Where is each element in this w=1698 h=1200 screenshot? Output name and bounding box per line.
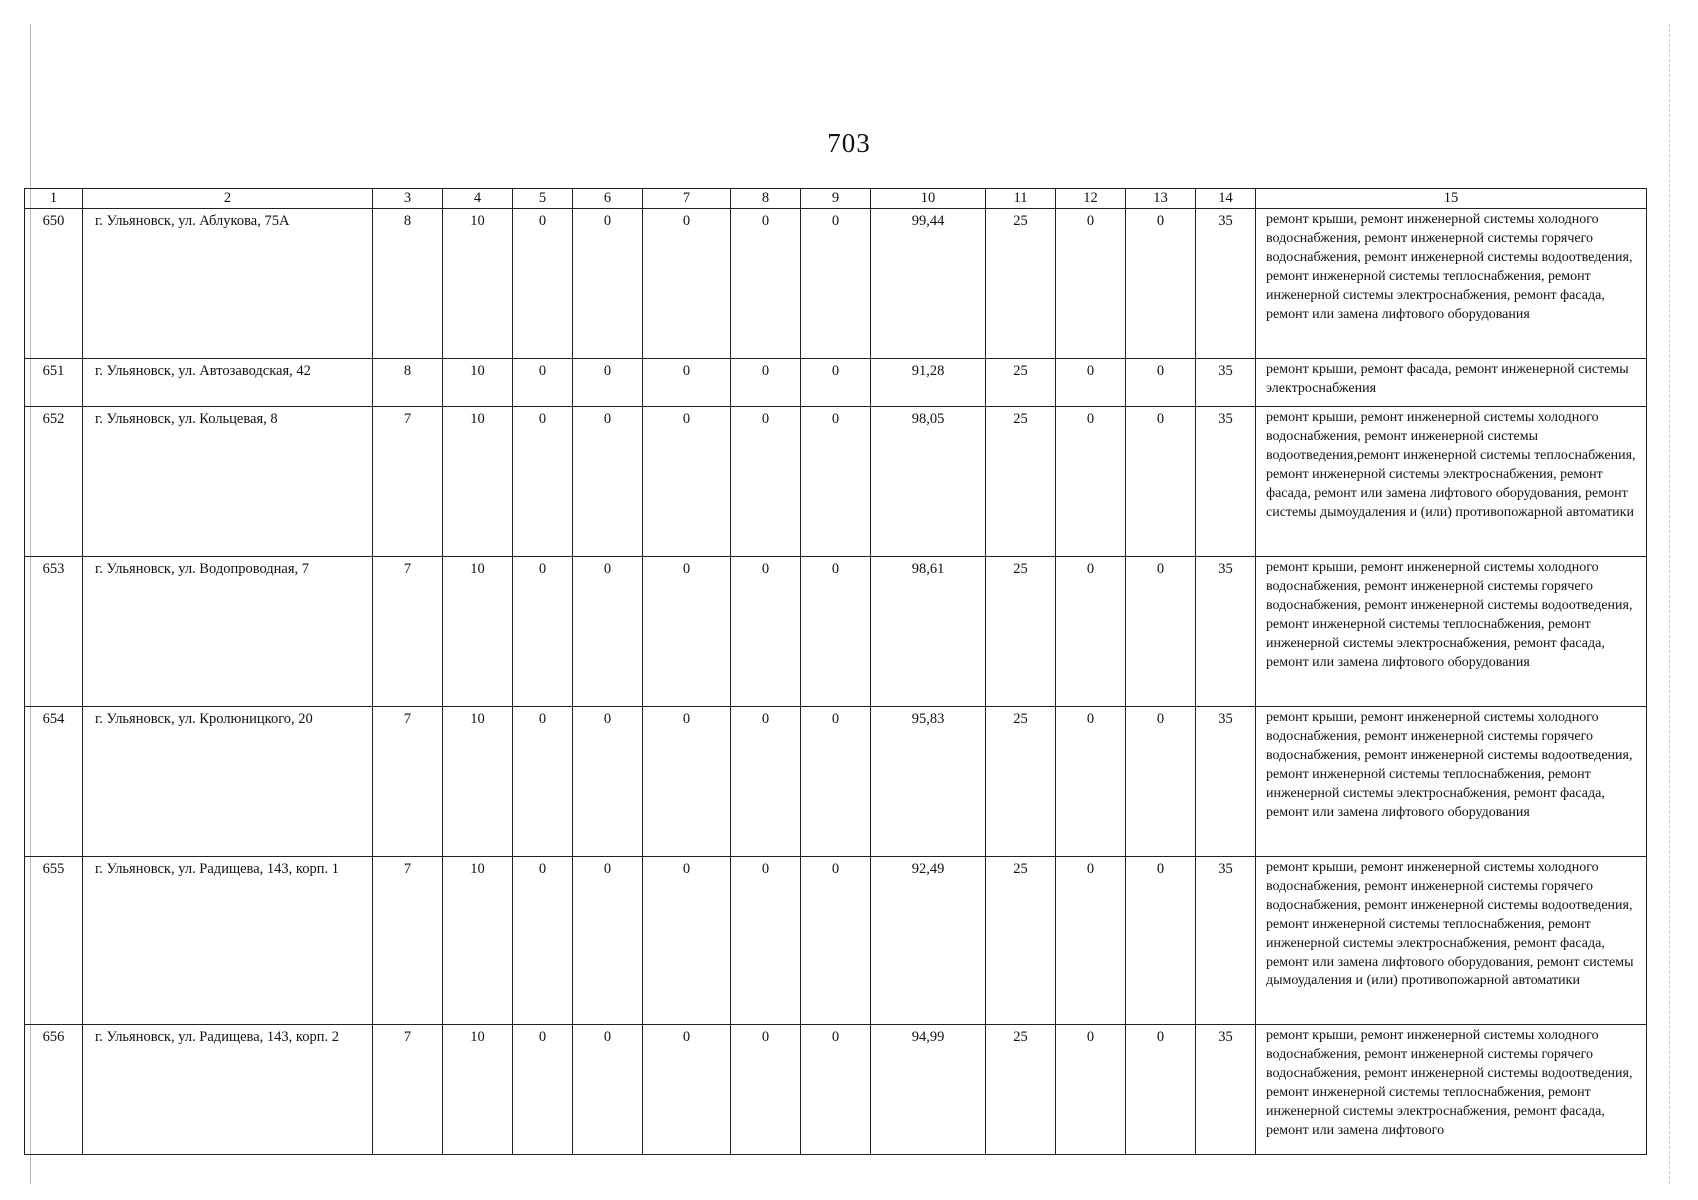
table-row (25, 557, 1647, 707)
value-cell: 0 (801, 209, 871, 359)
value-cell: 0 (643, 1025, 731, 1155)
table-wrapper (24, 188, 1647, 1155)
value-cell: 0 (1126, 1025, 1196, 1155)
value-cell: 0 (573, 857, 643, 1025)
address-cell: г. Ульяновск, ул. Радищева, 143, корп. 2 (83, 1025, 373, 1155)
value-cell: 10 (443, 1025, 513, 1155)
row-number: 656 (25, 1025, 83, 1155)
value-cell: 0 (573, 1025, 643, 1155)
value-cell: 0 (1126, 407, 1196, 557)
address-cell: г. Ульяновск, ул. Автозаводская, 42 (83, 359, 373, 407)
value-cell: 0 (1056, 1025, 1126, 1155)
value-cell: 0 (643, 359, 731, 407)
value-cell: 0 (513, 1025, 573, 1155)
value-cell: 0 (643, 407, 731, 557)
value-cell: 35 (1196, 1025, 1256, 1155)
value-cell: 98,61 (871, 557, 986, 707)
value-cell: 98,05 (871, 407, 986, 557)
column-header: 4 (443, 189, 513, 209)
value-cell: 35 (1196, 209, 1256, 359)
value-cell: 0 (731, 1025, 801, 1155)
value-cell: 10 (443, 359, 513, 407)
address-cell: г. Ульяновск, ул. Кролюницкого, 20 (83, 707, 373, 857)
value-cell: 10 (443, 209, 513, 359)
value-cell: 0 (643, 209, 731, 359)
works-cell: ремонт крыши, ремонт инженерной системы холодного водоснабжения, ремонт инженерной системы водоотведения,ремонт инженерной системы теплоснабжения, ремонт инженерной системы электроснабжения, ремонт фасада, ремонт или замена лифтового оборудования, ремонт системы дымоудаления и (или) противопожарной автоматики (1256, 407, 1647, 557)
column-header: 12 (1056, 189, 1126, 209)
table-header-row (25, 189, 1647, 209)
value-cell: 25 (986, 857, 1056, 1025)
row-number: 654 (25, 707, 83, 857)
value-cell: 0 (1056, 407, 1126, 557)
value-cell: 0 (573, 557, 643, 707)
table-row (25, 209, 1647, 359)
value-cell: 0 (801, 1025, 871, 1155)
row-number: 655 (25, 857, 83, 1025)
value-cell: 0 (573, 359, 643, 407)
column-header: 6 (573, 189, 643, 209)
value-cell: 8 (373, 359, 443, 407)
value-cell: 35 (1196, 857, 1256, 1025)
value-cell: 10 (443, 407, 513, 557)
column-header: 14 (1196, 189, 1256, 209)
value-cell: 95,83 (871, 707, 986, 857)
value-cell: 0 (1126, 359, 1196, 407)
value-cell: 0 (643, 857, 731, 1025)
table-row (25, 707, 1647, 857)
value-cell: 0 (643, 557, 731, 707)
value-cell: 0 (573, 707, 643, 857)
address-cell: г. Ульяновск, ул. Водопроводная, 7 (83, 557, 373, 707)
value-cell: 0 (1056, 857, 1126, 1025)
column-header: 7 (643, 189, 731, 209)
column-header: 15 (1256, 189, 1647, 209)
value-cell: 0 (573, 407, 643, 557)
address-cell: г. Ульяновск, ул. Аблукова, 75А (83, 209, 373, 359)
value-cell: 10 (443, 857, 513, 1025)
value-cell: 25 (986, 407, 1056, 557)
table-row (25, 857, 1647, 1025)
value-cell: 0 (731, 557, 801, 707)
value-cell: 0 (731, 857, 801, 1025)
value-cell: 0 (801, 857, 871, 1025)
value-cell: 0 (1126, 707, 1196, 857)
value-cell: 92,49 (871, 857, 986, 1025)
value-cell: 0 (731, 209, 801, 359)
value-cell: 0 (1056, 209, 1126, 359)
value-cell: 0 (513, 359, 573, 407)
column-header: 1 (25, 189, 83, 209)
row-number: 651 (25, 359, 83, 407)
page-number: 703 (827, 128, 871, 158)
value-cell: 0 (1056, 707, 1126, 857)
column-header: 13 (1126, 189, 1196, 209)
works-cell: ремонт крыши, ремонт фасада, ремонт инженерной системы электроснабжения (1256, 359, 1647, 407)
repair-program-table (24, 188, 1647, 1155)
value-cell: 0 (643, 707, 731, 857)
value-cell: 0 (513, 557, 573, 707)
value-cell: 25 (986, 557, 1056, 707)
value-cell: 0 (731, 407, 801, 557)
value-cell: 0 (801, 707, 871, 857)
address-cell: г. Ульяновск, ул. Радищева, 143, корп. 1 (83, 857, 373, 1025)
value-cell: 35 (1196, 707, 1256, 857)
value-cell: 0 (1126, 857, 1196, 1025)
row-number: 650 (25, 209, 83, 359)
row-number: 652 (25, 407, 83, 557)
value-cell: 25 (986, 209, 1056, 359)
column-header: 10 (871, 189, 986, 209)
address-cell: г. Ульяновск, ул. Кольцевая, 8 (83, 407, 373, 557)
column-header: 11 (986, 189, 1056, 209)
works-cell: ремонт крыши, ремонт инженерной системы холодного водоснабжения, ремонт инженерной системы горячего водоснабжения, ремонт инженерной системы водоотведения, ремонт инженерной системы теплоснабжения, ремонт инженерной системы электроснабжения, ремонт фасада, ремонт или замена лифтового оборудования (1256, 209, 1647, 359)
table-body (25, 189, 1647, 1155)
value-cell: 0 (801, 407, 871, 557)
value-cell: 0 (513, 209, 573, 359)
value-cell: 7 (373, 557, 443, 707)
value-cell: 0 (731, 707, 801, 857)
works-cell: ремонт крыши, ремонт инженерной системы холодного водоснабжения, ремонт инженерной системы горячего водоснабжения, ремонт инженерной системы водоотведения, ремонт инженерной системы теплоснабжения, ремонт инженерной системы электроснабжения, ремонт фасада, ремонт или замена лифтового оборудования, ремонт системы дымоудаления и (или) противопожарной автоматики (1256, 857, 1647, 1025)
value-cell: 0 (513, 407, 573, 557)
value-cell: 0 (1056, 557, 1126, 707)
value-cell: 7 (373, 707, 443, 857)
column-header: 5 (513, 189, 573, 209)
column-header: 8 (731, 189, 801, 209)
value-cell: 0 (513, 707, 573, 857)
value-cell: 10 (443, 557, 513, 707)
value-cell: 7 (373, 1025, 443, 1155)
works-cell: ремонт крыши, ремонт инженерной системы холодного водоснабжения, ремонт инженерной системы горячего водоснабжения, ремонт инженерной системы водоотведения, ремонт инженерной системы теплоснабжения, ремонт инженерной системы электроснабжения, ремонт фасада, ремонт или замена лифтового оборудования (1256, 557, 1647, 707)
value-cell: 0 (573, 209, 643, 359)
value-cell: 0 (1056, 359, 1126, 407)
value-cell: 35 (1196, 359, 1256, 407)
value-cell: 99,44 (871, 209, 986, 359)
value-cell: 35 (1196, 557, 1256, 707)
value-cell: 94,99 (871, 1025, 986, 1155)
value-cell: 25 (986, 1025, 1056, 1155)
value-cell: 0 (801, 557, 871, 707)
value-cell: 25 (986, 707, 1056, 857)
column-header: 9 (801, 189, 871, 209)
value-cell: 0 (1126, 557, 1196, 707)
value-cell: 7 (373, 857, 443, 1025)
table-row (25, 359, 1647, 407)
works-cell: ремонт крыши, ремонт инженерной системы холодного водоснабжения, ремонт инженерной системы горячего водоснабжения, ремонт инженерной системы водоотведения, ремонт инженерной системы теплоснабжения, ремонт инженерной системы электроснабжения, ремонт фасада, ремонт или замена лифтового (1256, 1025, 1647, 1155)
value-cell: 0 (1126, 209, 1196, 359)
value-cell: 10 (443, 707, 513, 857)
column-header: 3 (373, 189, 443, 209)
value-cell: 0 (731, 359, 801, 407)
value-cell: 0 (801, 359, 871, 407)
works-cell: ремонт крыши, ремонт инженерной системы холодного водоснабжения, ремонт инженерной системы горячего водоснабжения, ремонт инженерной системы водоотведения, ремонт инженерной системы теплоснабжения, ремонт инженерной системы электроснабжения, ремонт фасада, ремонт или замена лифтового оборудования (1256, 707, 1647, 857)
value-cell: 35 (1196, 407, 1256, 557)
column-header: 2 (83, 189, 373, 209)
value-cell: 0 (513, 857, 573, 1025)
table-row (25, 1025, 1647, 1155)
value-cell: 25 (986, 359, 1056, 407)
value-cell: 91,28 (871, 359, 986, 407)
table-row (25, 407, 1647, 557)
value-cell: 8 (373, 209, 443, 359)
value-cell: 7 (373, 407, 443, 557)
row-number: 653 (25, 557, 83, 707)
